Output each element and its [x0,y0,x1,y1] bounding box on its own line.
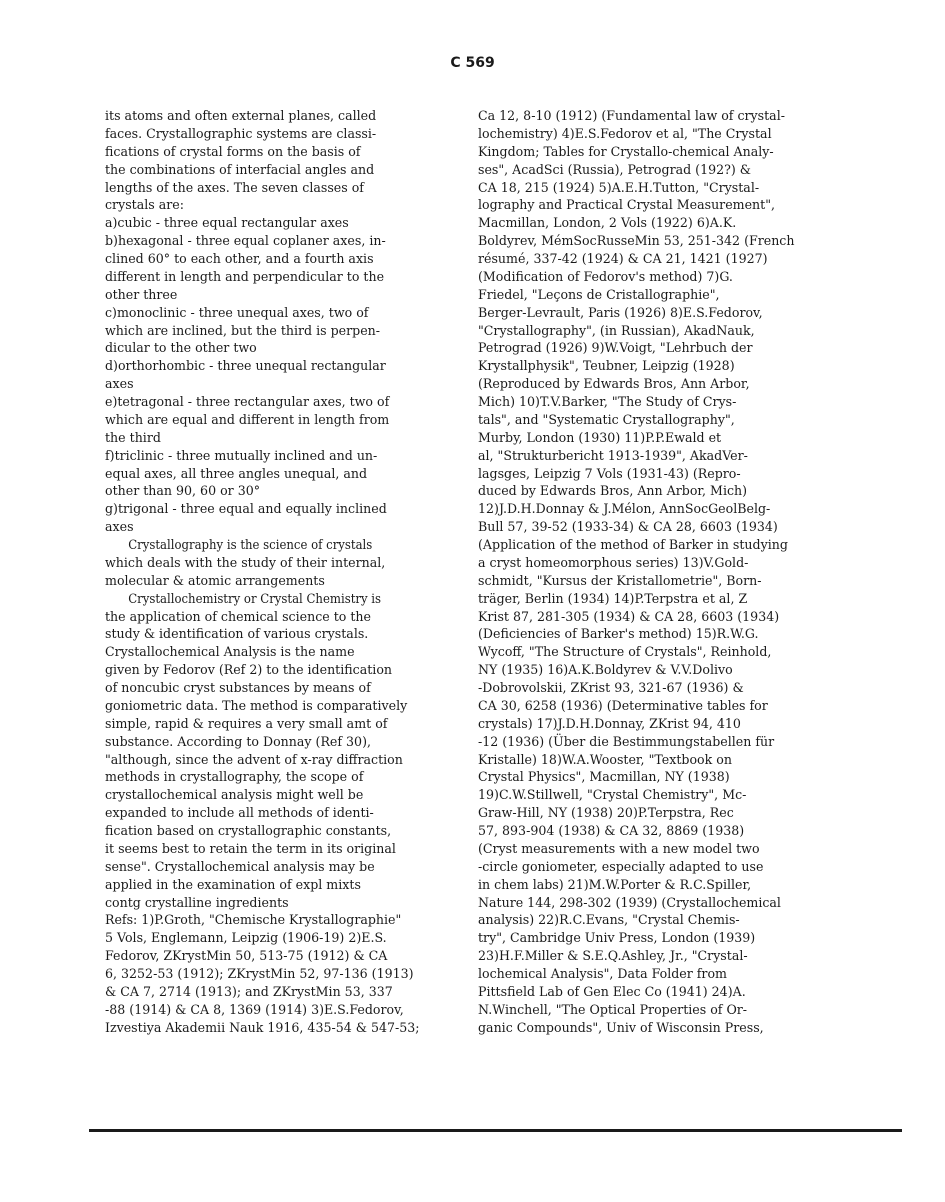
text-line: Macmillan, London, 2 Vols (1922) 6)A.K. [478,215,737,231]
text-line: dicular to the other two [105,340,257,356]
text-line: faces. Crystallographic systems are classi- [105,125,377,141]
text-line: its atoms and often external planes, called [105,108,377,123]
text-line: f)triclinic - three mutually inclined and un- [105,447,378,463]
text-line: Kingdom; Tables for Crystallo-chemical Analy- [478,143,774,159]
text-line: g)trigonal - three equal and equally inclined [105,501,387,517]
text-line: 57, 893-904 (1938) & CA 32, 8869 (1938) [478,823,745,838]
text-line: of noncubic cryst substances by means of [105,680,371,695]
text-line: fications of crystal forms on the basis of [105,143,361,159]
text-line: -Dobrovolskii, ZKrist 93, 321-67 (1936) & [478,680,744,695]
text-line: (Modification of Fedorov's method) 7)G. [478,268,733,284]
text-line: lography and Practical Crystal Measurement", [478,197,776,213]
text-line: träger, Berlin (1934) 14)P.Terpstra et al, Z [478,590,748,606]
text-line: Petrograd (1926) 9)W.Voigt, "Lehrbuch der [478,340,753,356]
text-line: résumé, 337-42 (1924) & CA 21, 1421 (1927) [478,251,768,266]
text-line: Wycoff, "The Structure of Crystals", Reinhold, [478,644,772,660]
text-line: a cryst homeomorphous series) 13)V.Gold- [478,554,749,570]
text-line: Fedorov, ZKrystMin 50, 513-75 (1912) & CA [105,948,388,964]
text-line: lagsges, Leipzig 7 Vols (1931-43) (Repro- [478,465,741,481]
text-line: Pittsfield Lab of Gen Elec Co (1941) 24)A. [478,983,746,999]
text-line: the combinations of interfacial angles and [105,161,375,177]
text-line: axes [105,519,134,535]
text-line: in chem labs) 21)M.W.Porter & R.C.Spiller, [478,876,752,892]
text-line: which are inclined, but the third is perpen- [105,322,381,338]
text-line: (Reproduced by Edwards Bros, Ann Arbor, [478,376,750,392]
text-line: it seems best to retain the term in its original [105,840,396,856]
text-line: CA 30, 6258 (1936) (Determinative tables for [478,697,768,713]
text-line: clined 60° to each other, and a fourth axis [105,251,374,266]
left-column [105,107,450,1037]
text-line: lengths of the axes. The seven classes of [105,179,364,195]
text-line: -88 (1914) & CA 8, 1369 (1914) 3)E.S.Fedorov, [105,1001,404,1017]
text-line: schmidt, "Kursus der Kristallometrie", Born- [478,572,762,588]
text-line: tals", and "Systematic Crystallography", [478,411,735,427]
bottom-rule [89,1129,902,1132]
text-line: N.Winchell, "The Optical Properties of Or- [478,1001,748,1017]
text-line: lochemical Analysis", Data Folder from [478,966,727,981]
text-line: Kristalle) 18)W.A.Wooster, "Textbook on [478,751,732,767]
text-line: a)cubic - three equal rectangular axes [105,215,349,231]
text-line: 19)C.W.Stillwell, "Crystal Chemistry", Mc- [478,787,747,803]
text-line: crystallochemical analysis might well be [105,787,364,803]
text-line: (Cryst measurements with a new model two [478,840,760,856]
text-line: substance. According to Donnay (Ref 30), [105,733,371,749]
text-line: Berger-Levrault, Paris (1926) 8)E.S.Fedorov, [478,304,763,320]
text-line: Izvestiya Akademii Nauk 1916, 435-54 & 547-53; [105,1019,420,1035]
text-line: Krist 87, 281-305 (1934) & CA 28, 6603 (1934) [478,608,780,624]
text-line: Crystallochemical Analysis is the name [105,644,355,660]
text-line: duced by Edwards Bros, Ann Arbor, Mich) [478,483,748,499]
text-line: 23)H.F.Miller & S.E.Q.Ashley, Jr., "Crystal- [478,948,748,964]
text-line: ses", AcadSci (Russia), Petrograd (192?) & [478,161,752,177]
text-line: Murby, London (1930) 11)P.P.Ewald et [478,429,722,445]
text-line: methods in crystallography, the scope of [105,769,364,785]
text-line: analysis) 22)R.C.Evans, "Crystal Chemis- [478,912,740,928]
text-line: axes [105,376,134,392]
text-line: c)monoclinic - three unequal axes, two of [105,304,369,320]
page-number: C 569 [450,55,495,71]
text-line: Crystallochemistry or Crystal Chemistry is [128,590,382,606]
text-line: ganic Compounds", Univ of Wisconsin Press, [478,1019,764,1035]
text-line: (Deficiencies of Barker's method) 15)R.W.G. [478,626,759,642]
text-line: equal axes, all three angles unequal, and [105,465,368,481]
text-line: b)hexagonal - three equal coplaner axes, in- [105,233,386,249]
text-line: study & identification of various crystals. [105,626,369,642]
text-line: which deals with the study of their internal, [105,554,386,570]
text-line: Ca 12, 8-10 (1912) (Fundamental law of crystal- [478,108,785,123]
text-line: given by Fedorov (Ref 2) to the identification [105,662,393,678]
text-line: & CA 7, 2714 (1913); and ZKrystMin 53, 337 [105,983,393,999]
text-line: NY (1935) 16)A.K.Boldyrev & V.V.Dolivo [478,662,733,678]
text-line: Refs: 1)P.Groth, "Chemische Krystallographie" [105,912,402,928]
text-line: expanded to include all methods of identi- [105,805,374,821]
text-line: Friedel, "Leçons de Cristallographie", [478,286,720,302]
text-line: other three [105,286,178,302]
text-line: crystals are: [105,197,184,213]
text-line: Crystallography is the science of crystals [128,537,373,552]
text-line: simple, rapid & requires a very small amt of [105,715,388,731]
text-line: Krystallphysik", Teubner, Leipzig (1928) [478,358,735,374]
text-line: d)orthorhombic - three unequal rectangular [105,358,386,374]
text-line: lochemistry) 4)E.S.Fedorov et al, "The Crystal [478,125,772,141]
text-line: "Crystallography", (in Russian), AkadNauk, [478,322,755,338]
text-line: Crystal Physics", Macmillan, NY (1938) [478,769,730,785]
text-line: fication based on crystallographic constants, [105,823,392,838]
text-line: goniometric data. The method is comparatively [105,697,408,713]
text-line: Nature 144, 298-302 (1939) (Crystallochemical [478,894,781,910]
text-line: Mich) 10)T.V.Barker, "The Study of Crys- [478,394,737,409]
text-line: CA 18, 215 (1924) 5)A.E.H.Tutton, "Crystal- [478,179,760,195]
text-line: Bull 57, 39-52 (1933-34) & CA 28, 6603 (1934) [478,519,778,535]
text-line: try", Cambridge Univ Press, London (1939) [478,930,756,946]
text-line: al, "Strukturbericht 1913-1939", AkadVer- [478,447,748,463]
text-line: e)tetragonal - three rectangular axes, two of [105,394,390,409]
text-line: sense". Crystallochemical analysis may be [105,858,375,874]
text-line: (Application of the method of Barker in studying [478,537,788,552]
text-line: contg crystalline ingredients [105,894,289,910]
text-line: molecular & atomic arrangements [105,572,325,588]
text-line: -circle goniometer, especially adapted to use [478,858,764,874]
text-line: Graw-Hill, NY (1938) 20)P.Terpstra, Rec [478,805,734,821]
text-line: "although, since the advent of x-ray diffraction [105,751,403,767]
text-line: 12)J.D.H.Donnay & J.Mélon, AnnSocGeolBelg- [478,501,771,517]
text-line: which are equal and different in length from [105,411,390,427]
right-column [478,107,823,1037]
text-line: 5 Vols, Englemann, Leipzig (1906-19) 2)E.S. [105,930,387,946]
text-line: the application of chemical science to the [105,608,371,624]
text-line: other than 90, 60 or 30° [105,483,261,499]
text-line: applied in the examination of expl mixts [105,876,361,892]
text-line: -12 (1936) (Über die Bestimmungstabellen für [478,733,775,749]
text-line: the third [105,429,161,445]
text-line: crystals) 17)J.D.H.Donnay, ZKrist 94, 410 [478,715,741,731]
text-line: Boldyrev, MémSocRusseMin 53, 251-342 (French [478,233,795,249]
text-line: different in length and perpendicular to the [105,268,385,284]
text-line: 6, 3252-53 (1912); ZKrystMin 52, 97-136 (1913) [105,966,414,981]
